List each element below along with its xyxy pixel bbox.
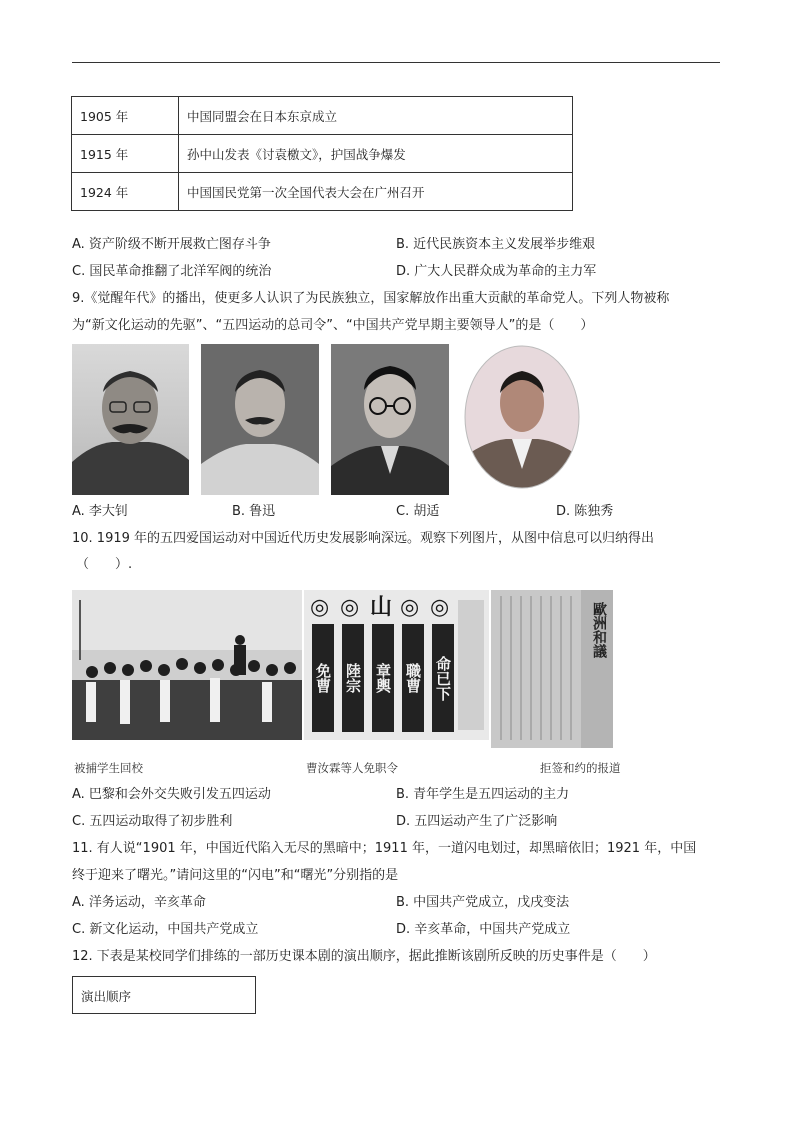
caption-dismissal-order: 曹汝霖等人免职令: [306, 761, 398, 775]
photo-dismissal-order: [304, 590, 489, 740]
q10-stem-line1: 10. 1919 年的五四爱国运动对中国近代历史发展影响深远。观察下列图片，从图中信息可以归纳得出: [72, 531, 655, 546]
event-cell: 孙中山发表《讨袁檄文》，护国战争爆发: [179, 135, 573, 173]
table-row: [72, 173, 573, 211]
q10-option-a: A. 巴黎和会外交失败引发五四运动: [72, 787, 271, 802]
svg-text:◎: ◎: [310, 594, 330, 620]
year-cell: 1915 年: [72, 135, 179, 173]
q9-option-a: A. 李大钊: [72, 504, 128, 519]
year-cell: 1905 年: [72, 97, 179, 135]
events-table: [71, 96, 573, 211]
caption-students-return: 被捕学生回校: [74, 761, 143, 775]
q11-stem-line2: 终于迎来了曙光。”请问这里的“闪电”和“曙光”分别指的是: [72, 868, 399, 883]
table-row: [72, 135, 573, 173]
portrait-lu-xun: [201, 344, 319, 495]
caption-refusal-report: 拒签和约的报道: [540, 761, 621, 775]
q10-option-b: B. 青年学生是五四运动的主力: [396, 787, 570, 802]
event-cell: 中国同盟会在日本东京成立: [179, 97, 573, 135]
q8-option-a: A. 资产阶级不断开展救亡图存斗争: [72, 237, 271, 252]
q9-option-d: D. 陈独秀: [556, 504, 614, 519]
q11-option-d: D. 辛亥革命，中国共产党成立: [396, 922, 571, 937]
q10-option-c: C. 五四运动取得了初步胜利: [72, 814, 233, 829]
q10-option-d: D. 五四运动产生了广泛影响: [396, 814, 558, 829]
q12-stem-line1: 12. 下表是某校同学们排练的一部历史课本剧的演出顺序，据此推断该剧所反映的历史事件是（ ）: [72, 949, 656, 964]
q9-stem-line2: 为“新文化运动的先驱”、“五四运动的总司令”、“中国共产党早期主要领导人”的是（ ）: [72, 318, 594, 333]
performance-order-table: [72, 976, 256, 1014]
q8-option-d: D. 广大人民群众成为革命的主力军: [396, 264, 597, 279]
header-rule: [72, 62, 720, 63]
photo-refusal-report: [491, 590, 613, 748]
svg-text:◎: ◎: [430, 594, 450, 620]
q11-stem-line1: 11. 有人说“1901 年，中国近代陷入无尽的黑暗中；1911 年，一道闪电划过，却黑暗依旧；1921 年，中国: [72, 841, 697, 856]
q9-option-c: C. 胡适: [396, 504, 440, 519]
portrait-li-dazhao: [72, 344, 189, 495]
q10-stem-line2: （ ）.: [76, 557, 133, 572]
table-row: [72, 97, 573, 135]
portrait-chen-duxiu: [464, 345, 580, 489]
newspaper-title: 歐洲和議: [591, 602, 607, 658]
q8-option-c: C. 国民革命推翻了北洋军阀的统治: [72, 264, 272, 279]
svg-text:◎: ◎: [400, 594, 420, 620]
q9-option-b: B. 鲁迅: [232, 504, 276, 519]
q8-option-b: B. 近代民族资本主义发展举步维艰: [396, 237, 596, 252]
q9-stem-line1: 9.《觉醒年代》的播出，使更多人认识了为民族独立，国家解放作出重大贡献的革命党人。下列人物被称: [72, 291, 670, 306]
q11-option-c: C. 新文化运动，中国共产党成立: [72, 922, 259, 937]
q11-option-b: B. 中国共产党成立，戊戌变法: [396, 895, 570, 910]
svg-text:◎: ◎: [340, 594, 360, 620]
table-header-cell: 演出顺序: [81, 989, 132, 1004]
photo-students-return: [72, 590, 302, 740]
q11-option-a: A. 洋务运动，辛亥革命: [72, 895, 206, 910]
newspaper-headline-cols: 免曹 陸宗 章輿 職曹 命已下: [314, 655, 452, 701]
year-cell: 1924 年: [72, 173, 179, 211]
event-cell: 中国国民党第一次全国代表大会在广州召开: [179, 173, 573, 211]
svg-text:山: 山: [370, 594, 393, 620]
portrait-hu-shi: [331, 344, 449, 495]
